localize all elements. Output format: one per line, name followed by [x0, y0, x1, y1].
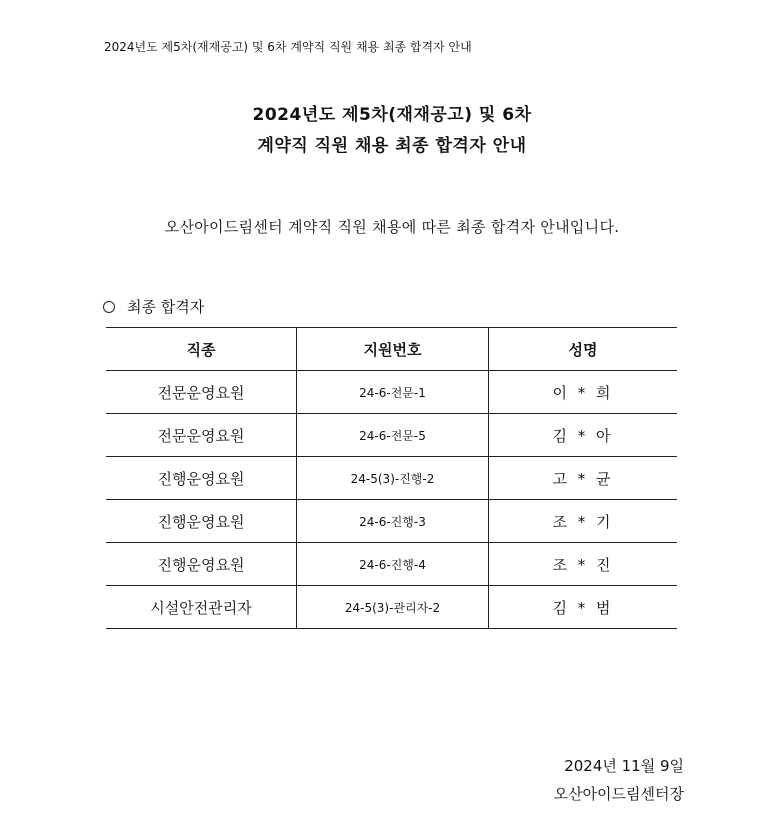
section-heading — [103, 296, 204, 317]
table-row — [106, 457, 677, 500]
cell-number: 24-6-전문-5 — [297, 414, 489, 457]
table-header-row — [106, 328, 677, 371]
table-row — [106, 371, 677, 414]
cell-number: 24-5(3)-진행-2 — [297, 457, 489, 500]
cell-number: 24-6-진행-3 — [297, 500, 489, 543]
cell-job: 전문운영요원 — [106, 371, 297, 414]
cell-name: 고 * 균 — [489, 457, 678, 500]
cell-number: 24-5(3)-관리자-2 — [297, 586, 489, 629]
cell-job: 시설안전관리자 — [106, 586, 297, 629]
intro-text: 오산아이드림센터 계약직 직원 채용에 따른 최종 합격자 안내입니다. — [164, 218, 620, 236]
cell-job: 진행운영요원 — [106, 457, 297, 500]
table-row — [106, 414, 677, 457]
header-name: 성명 — [489, 328, 678, 371]
issuer-name: 오산아이드림센터장 — [553, 785, 684, 803]
finalists-table — [106, 327, 677, 629]
issue-date: 2024년 11월 9일 — [564, 757, 684, 775]
circle-bullet-icon — [103, 301, 115, 313]
document-title — [0, 100, 784, 162]
cell-name: 조 * 진 — [489, 543, 678, 586]
title-line-2: 계약직 직원 채용 최종 합격자 안내 — [257, 136, 527, 156]
table-row — [106, 586, 677, 629]
running-header: 2024년도 제5차(재재공고) 및 6차 계약직 직원 채용 최종 합격자 안내 — [104, 40, 472, 54]
cell-name: 조 * 기 — [489, 500, 678, 543]
cell-number: 24-6-진행-4 — [297, 543, 489, 586]
table-row — [106, 543, 677, 586]
table-row — [106, 500, 677, 543]
signature-block — [554, 752, 684, 808]
title-line-1: 2024년도 제5차(재재공고) 및 6차 — [252, 105, 532, 125]
header-number: 지원번호 — [297, 328, 489, 371]
section-heading-label: 최종 합격자 — [127, 298, 205, 316]
cell-number: 24-6-전문-1 — [297, 371, 489, 414]
cell-name: 이 * 희 — [489, 371, 678, 414]
cell-name: 김 * 범 — [489, 586, 678, 629]
header-job: 직종 — [106, 328, 297, 371]
cell-job: 진행운영요원 — [106, 543, 297, 586]
cell-job: 진행운영요원 — [106, 500, 297, 543]
cell-job: 전문운영요원 — [106, 414, 297, 457]
cell-name: 김 * 아 — [489, 414, 678, 457]
